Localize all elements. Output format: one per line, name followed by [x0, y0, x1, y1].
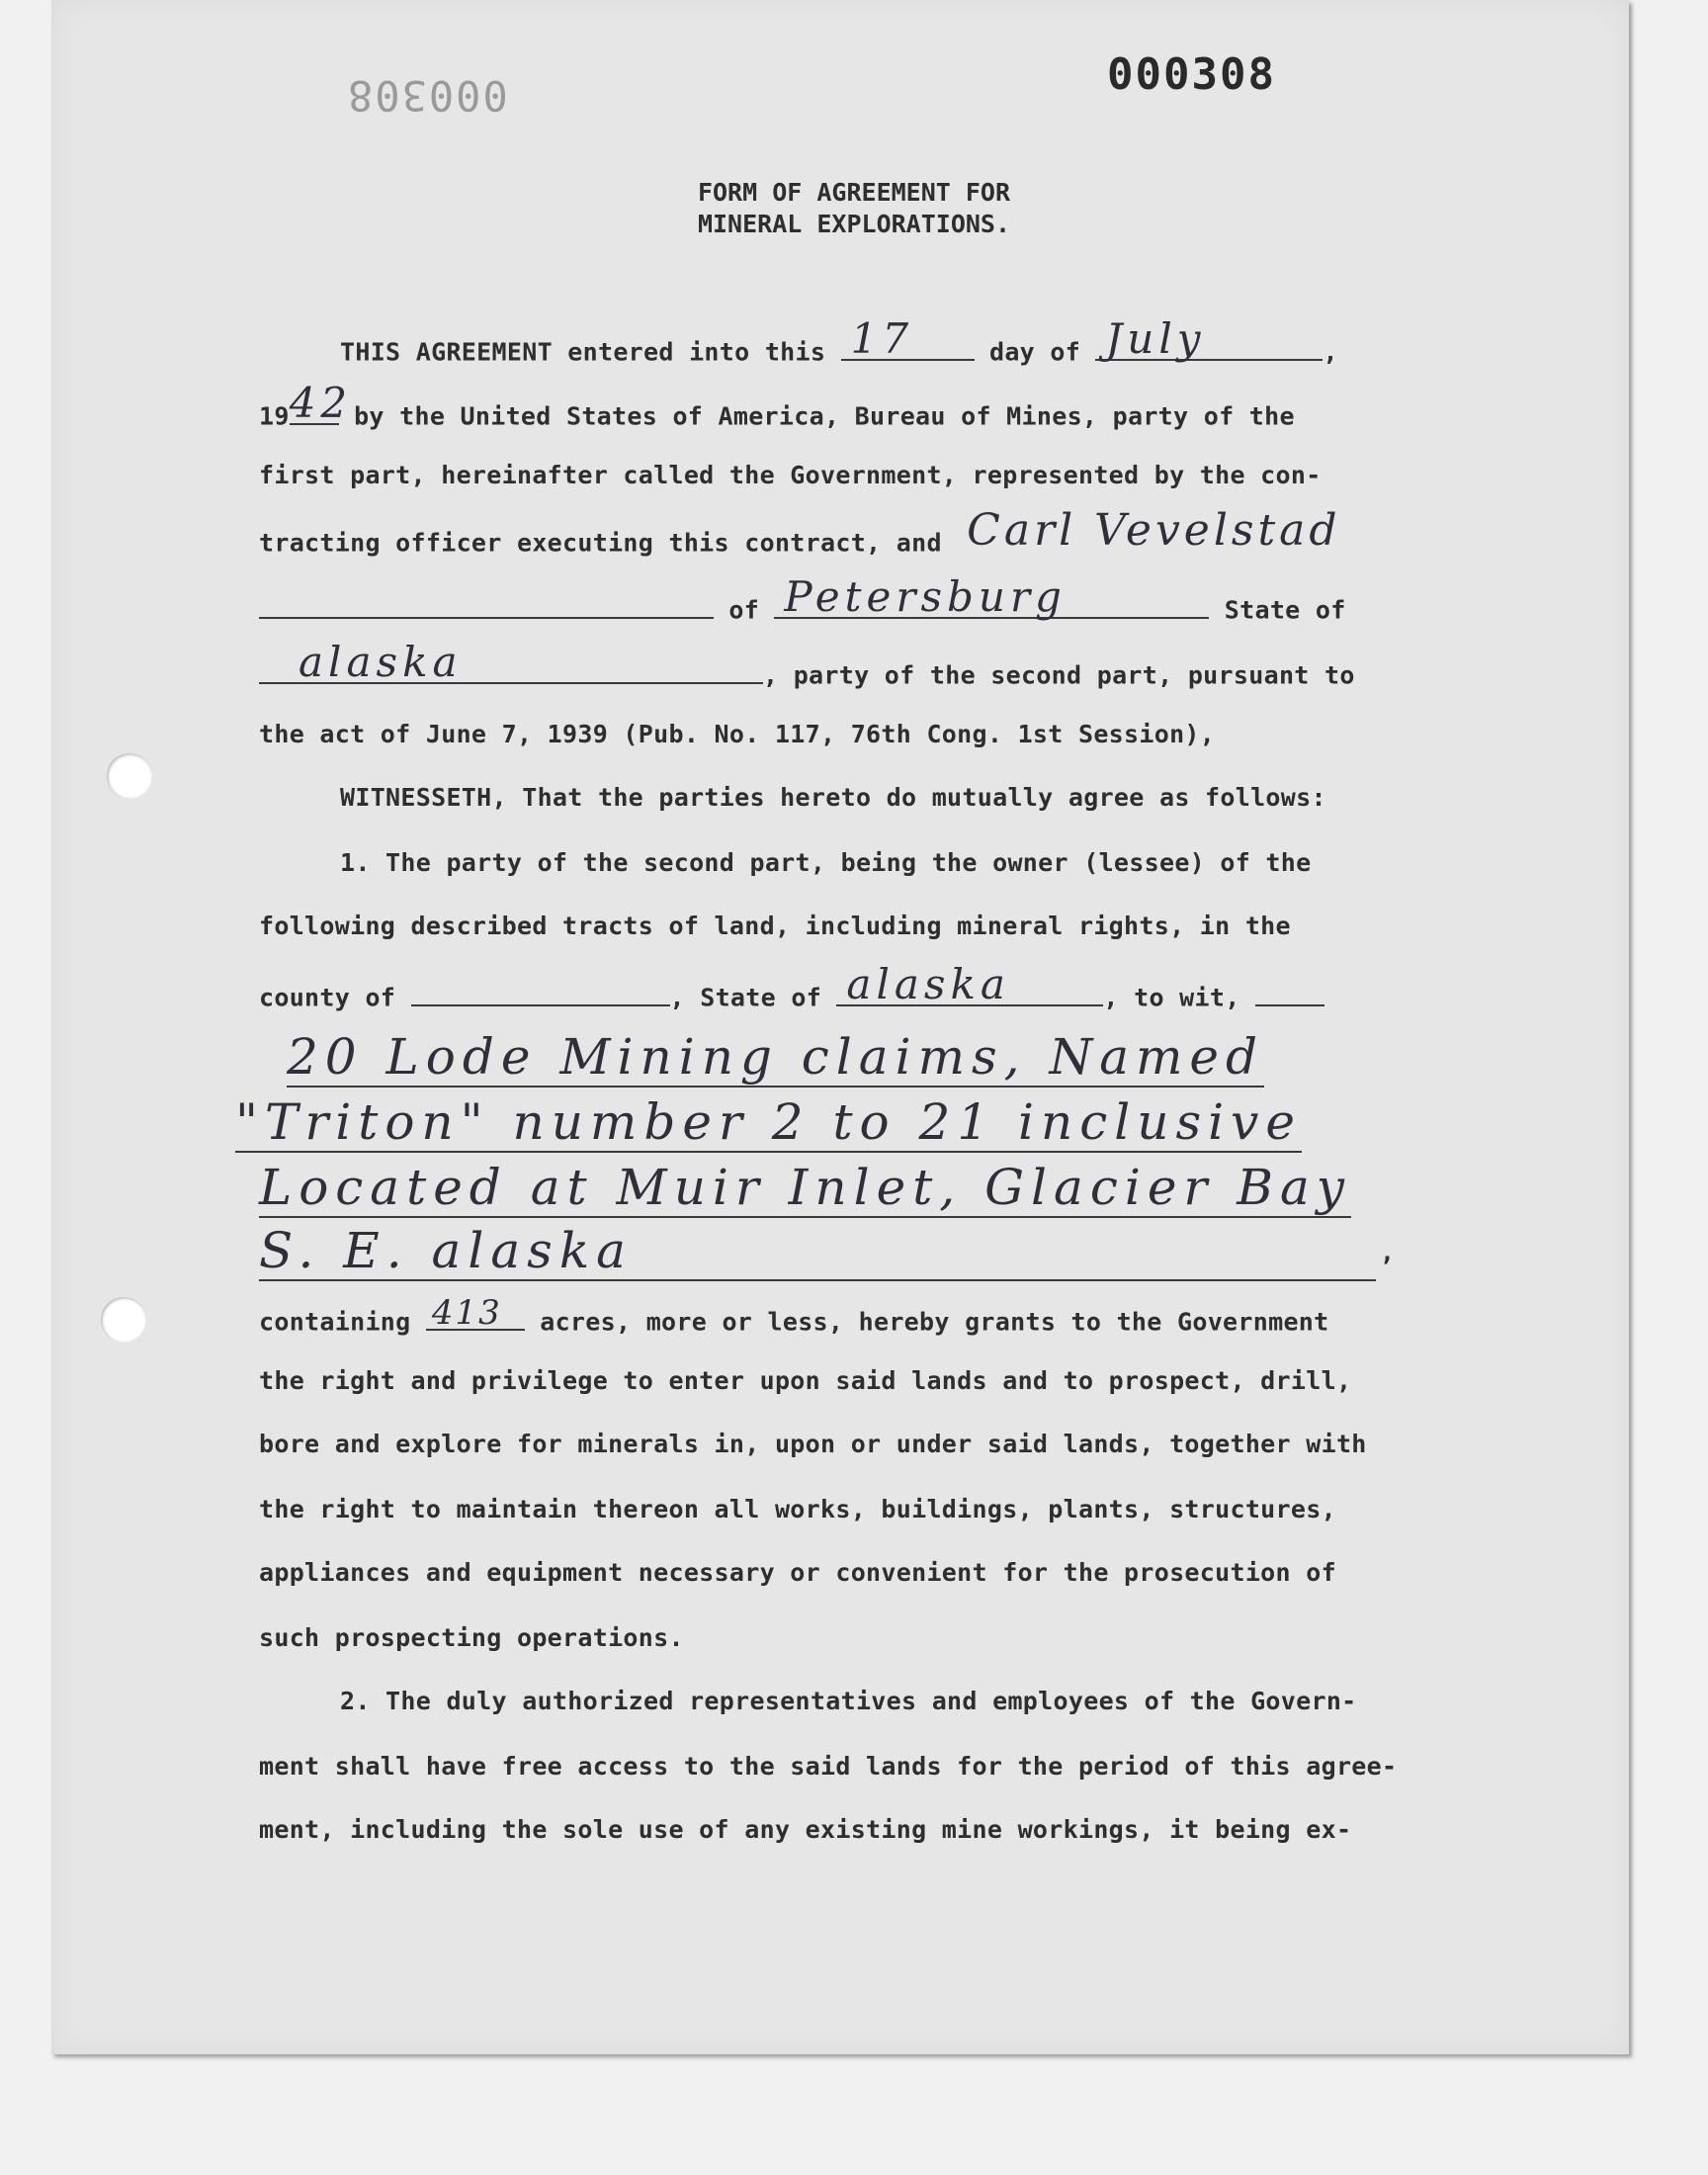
contracting-officer-text: tracting officer executing this contract, and	[259, 528, 942, 558]
of-text: of	[728, 595, 760, 625]
witnesseth-line: WITNESSETH, That the parties hereto do mutually agree as follows:	[340, 783, 1326, 812]
document-number-stamp-inverted: 000308	[346, 71, 508, 120]
land-description-4-text: S. E. alaska	[259, 1222, 1376, 1281]
land-description-line-3	[259, 1159, 1351, 1218]
day-of-text: day of	[988, 337, 1081, 367]
document-page	[51, 0, 1629, 2054]
agreement-intro-text: THIS AGREEMENT entered into this	[340, 337, 826, 367]
form-title-line1: FORM OF AGREEMENT FOR	[697, 178, 1011, 207]
agreement-parties-text: by the United States of America, Bureau of Mines, party of the	[354, 401, 1295, 431]
county-state-handwritten: alaska	[846, 959, 1010, 1008]
containing-text: containing	[259, 1307, 411, 1337]
body-line-18: such prospecting operations.	[259, 1623, 684, 1652]
year-field	[289, 378, 353, 427]
day-field	[841, 313, 975, 363]
state-of-text: State of	[1224, 595, 1346, 625]
party-name-handwritten: Carl Vevelstad	[967, 504, 1341, 556]
to-wit-text: , to wit,	[1103, 983, 1240, 1012]
punch-hole-bottom	[101, 1297, 146, 1343]
body-line-15: bore and explore for minerals in, upon or under said lands, together with	[259, 1430, 1367, 1458]
land-description-line-2	[235, 1093, 1302, 1153]
agreement-line-5	[259, 571, 1346, 625]
body-line-14: the right and privilege to enter upon said lands and to prospect, drill,	[259, 1366, 1352, 1395]
county-of-text: county of	[259, 983, 396, 1012]
form-title-line2: MINERAL EXPLORATIONS.	[697, 210, 1011, 238]
acres-line	[259, 1292, 1329, 1337]
agreement-line-4	[259, 504, 1431, 558]
agreement-line-year	[259, 378, 1295, 431]
agreement-line-6	[259, 637, 1355, 690]
acres-grant-text: acres, more or less, hereby grants to the Government	[540, 1307, 1329, 1337]
clause-2-line-1: 2. The duly authorized representatives and employees of the Govern-	[340, 1687, 1357, 1715]
to-wit-field	[1255, 977, 1324, 1006]
land-description-end: ,	[1380, 1238, 1396, 1266]
party-name-continued-field	[259, 589, 714, 619]
city-field	[774, 571, 1209, 621]
state-of-text-2: , State of	[669, 983, 822, 1012]
land-description-1-text: 20 Lode Mining claims, Named	[287, 1028, 1265, 1086]
acres-field	[426, 1292, 525, 1333]
agreement-line-3: first part, hereinafter called the Government, represented by the con-	[259, 461, 1322, 489]
agreement-line-date	[340, 313, 1338, 367]
month-handwritten: July	[1105, 313, 1206, 363]
land-description-line-4	[259, 1222, 1376, 1281]
clause-2-line-2: ment shall have free access to the said lands for the period of this agree-	[259, 1752, 1398, 1781]
day-handwritten: 17	[850, 313, 914, 363]
body-line-17: appliances and equipment necessary or convenient for the prosecution of	[259, 1558, 1336, 1587]
clause-1-line-2: following described tracts of land, including mineral rights, in the	[259, 912, 1291, 940]
acres-handwritten: 413	[431, 1292, 502, 1333]
comma: ,	[1323, 337, 1338, 367]
second-part-text: , party of the second part, pursuant to	[763, 660, 1355, 690]
agreement-line-7: the act of June 7, 1939 (Pub. No. 117, 76th Cong. 1st Session),	[259, 720, 1216, 748]
clause-2-line-3: ment, including the sole use of any existing mine workings, it being ex-	[259, 1815, 1352, 1844]
city-handwritten: Petersburg	[784, 571, 1067, 621]
document-number: 000308	[1107, 49, 1276, 100]
county-state-field	[836, 959, 1103, 1008]
month-field	[1095, 313, 1323, 363]
county-field	[411, 977, 670, 1006]
state-field	[259, 637, 763, 686]
year-prefix: 19	[259, 401, 290, 431]
body-line-16: the right to maintain thereon all works, buildings, plants, structures,	[259, 1495, 1336, 1523]
year-handwritten: 42	[289, 378, 353, 427]
land-description-2-text: "Triton" number 2 to 21 inclusive	[235, 1093, 1302, 1151]
county-line	[259, 959, 1324, 1012]
party-name-field	[957, 504, 1431, 556]
punch-hole-top	[107, 753, 152, 799]
clause-1-line-1: 1. The party of the second part, being the owner (lessee) of the	[340, 848, 1312, 877]
state-handwritten: alaska	[299, 637, 463, 686]
land-description-3-text: Located at Muir Inlet, Glacier Bay	[259, 1159, 1352, 1216]
land-description-line-1	[287, 1028, 1264, 1088]
